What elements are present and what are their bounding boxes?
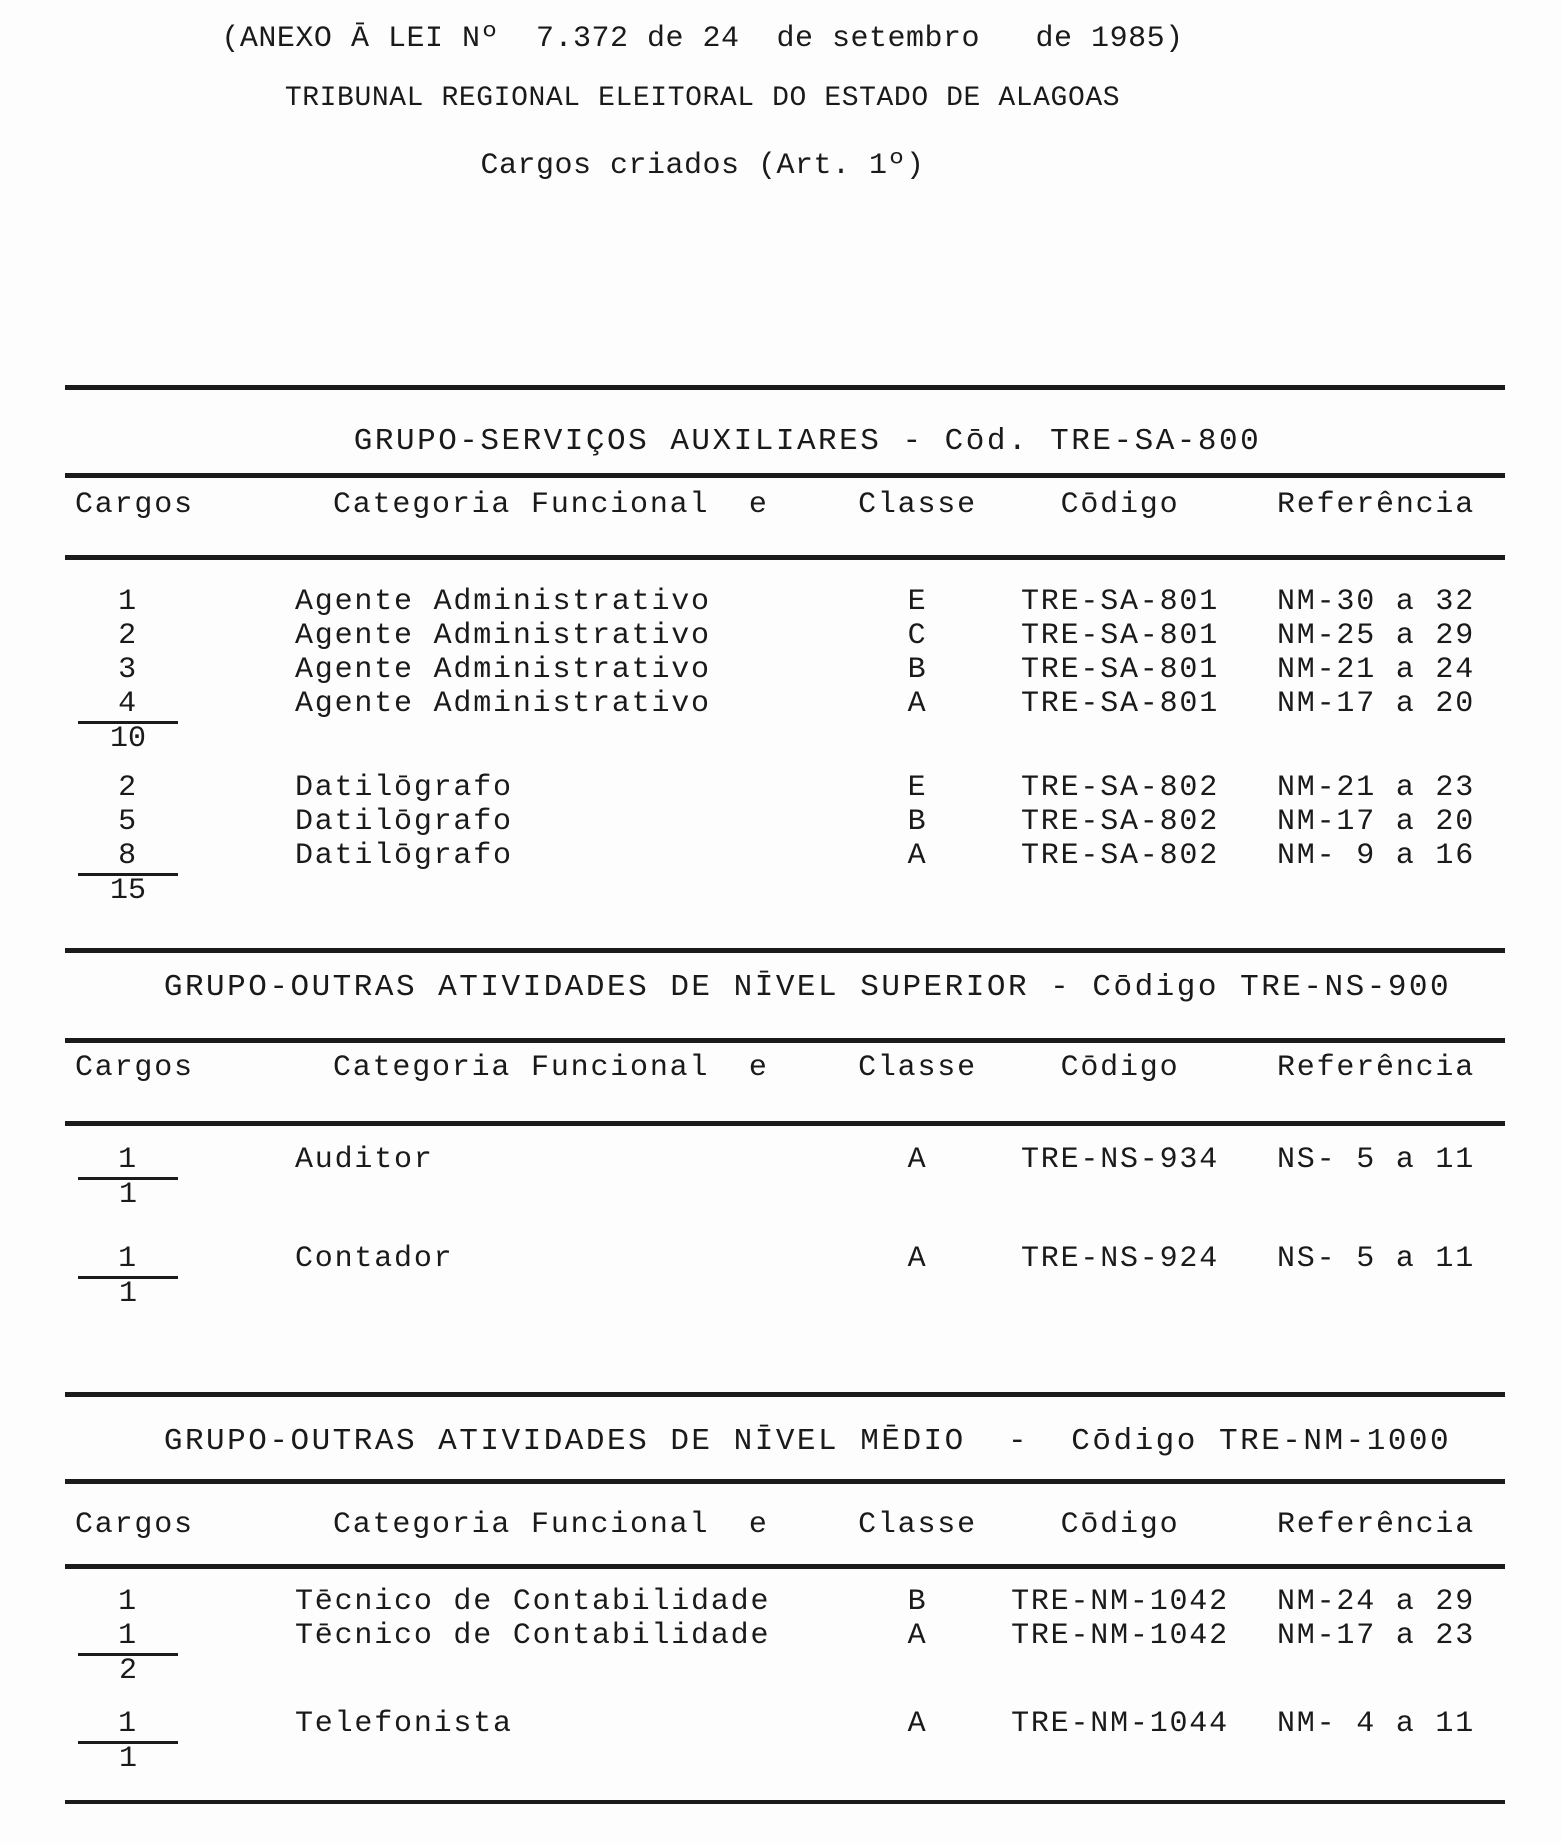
section-top-rule bbox=[65, 948, 1505, 953]
table-row bbox=[65, 1619, 1505, 1653]
row-group bbox=[65, 1585, 1505, 1687]
cell-categoria: Telefonista bbox=[295, 1707, 513, 1741]
column-header-referencia: Referência bbox=[1277, 1508, 1476, 1542]
cell-categoria: Auditor bbox=[295, 1143, 434, 1177]
cell-codigo: TRE-SA-801 bbox=[1020, 619, 1220, 653]
header-rule bbox=[65, 555, 1505, 560]
subtotal-value: 10 bbox=[78, 721, 178, 755]
cell-referencia: NM-17 a 20 bbox=[1277, 687, 1476, 721]
cell-cargos: 3 bbox=[118, 653, 138, 687]
row-groups bbox=[65, 1143, 1505, 1310]
row-group bbox=[65, 771, 1505, 907]
header-rule bbox=[65, 1564, 1505, 1569]
cell-codigo: TRE-SA-802 bbox=[1020, 839, 1220, 873]
cell-codigo: TRE-NS-924 bbox=[1020, 1242, 1220, 1276]
column-header-referencia: Referência bbox=[1277, 488, 1476, 522]
cell-cargos: 1 bbox=[118, 1143, 138, 1177]
row-groups bbox=[65, 1585, 1505, 1775]
cell-referencia: NM-17 a 23 bbox=[1277, 1619, 1476, 1653]
column-header-categoria: Categoria Funcional e bbox=[333, 488, 769, 522]
cell-codigo: TRE-SA-801 bbox=[1020, 653, 1220, 687]
column-header-codigo: Cōdigo bbox=[1060, 1508, 1180, 1542]
row-group bbox=[65, 1242, 1505, 1310]
cell-classe: C bbox=[907, 619, 928, 653]
cell-referencia: NM-30 a 32 bbox=[1277, 585, 1476, 619]
cell-cargos: 2 bbox=[118, 771, 138, 805]
cell-codigo: TRE-SA-801 bbox=[1020, 585, 1220, 619]
cell-classe: A bbox=[907, 687, 928, 721]
cell-referencia: NM- 9 a 16 bbox=[1277, 839, 1476, 873]
header-rule bbox=[65, 1121, 1505, 1126]
cell-categoria: Datilōgrafo bbox=[295, 771, 513, 805]
cell-categoria: Tēcnico de Contabilidade bbox=[295, 1619, 771, 1653]
cell-categoria: Contador bbox=[295, 1242, 454, 1276]
table-row bbox=[65, 805, 1505, 839]
table-section bbox=[65, 1392, 1505, 1775]
cell-categoria: Agente Administrativo bbox=[295, 687, 711, 721]
cell-classe: A bbox=[907, 1242, 928, 1276]
cell-codigo: TRE-SA-801 bbox=[1020, 687, 1220, 721]
cell-cargos: 1 bbox=[118, 1585, 138, 1619]
section-title: GRUPO-SERVIÇOS AUXILIARES - Cōd. TRE-SA-800 bbox=[353, 424, 1262, 459]
cell-cargos: 2 bbox=[118, 619, 138, 653]
section-title: GRUPO-OUTRAS ATIVIDADES DE NĪVEL MĒDIO - Cōdigo TRE-NM-1000 bbox=[163, 1424, 1452, 1459]
cell-categoria: Tēcnico de Contabilidade bbox=[295, 1585, 771, 1619]
column-header-categoria: Categoria Funcional e bbox=[333, 1508, 769, 1542]
row-groups bbox=[65, 585, 1505, 907]
cell-categoria: Datilōgrafo bbox=[295, 805, 513, 839]
table-row bbox=[65, 619, 1505, 653]
cell-classe: E bbox=[907, 771, 928, 805]
subtotal-value: 1 bbox=[78, 1276, 178, 1310]
cell-cargos: 8 bbox=[118, 839, 138, 873]
cell-referencia: NM-21 a 23 bbox=[1277, 771, 1476, 805]
cell-cargos: 1 bbox=[118, 1707, 138, 1741]
cell-classe: E bbox=[907, 585, 928, 619]
cell-referencia: NM-17 a 20 bbox=[1277, 805, 1476, 839]
cell-cargos: 1 bbox=[118, 1242, 138, 1276]
row-group bbox=[65, 1707, 1505, 1775]
column-header-codigo: Cōdigo bbox=[1060, 1051, 1180, 1085]
subtotal-value: 15 bbox=[78, 873, 178, 907]
table-row bbox=[65, 1707, 1505, 1741]
column-header-cargos: Cargos bbox=[75, 1051, 194, 1085]
table-section bbox=[65, 948, 1505, 1310]
row-group bbox=[65, 1143, 1505, 1211]
cell-referencia: NM- 4 a 11 bbox=[1277, 1707, 1476, 1741]
column-header-categoria: Categoria Funcional e bbox=[333, 1051, 769, 1085]
subtotal-value: 1 bbox=[78, 1177, 178, 1211]
table-row bbox=[65, 1143, 1505, 1177]
cell-codigo: TRE-NM-1042 bbox=[1011, 1585, 1229, 1619]
cell-referencia: NS- 5 a 11 bbox=[1277, 1242, 1476, 1276]
column-header-referencia: Referência bbox=[1277, 1051, 1476, 1085]
table-row bbox=[65, 1585, 1505, 1619]
table-row bbox=[65, 585, 1505, 619]
section-top-rule bbox=[65, 1392, 1505, 1397]
cell-classe: B bbox=[907, 805, 928, 839]
cell-classe: A bbox=[907, 1619, 928, 1653]
cell-classe: A bbox=[907, 1707, 928, 1741]
column-header-cargos: Cargos bbox=[75, 1508, 194, 1542]
cell-referencia: NM-25 a 29 bbox=[1277, 619, 1476, 653]
column-header-row bbox=[65, 1053, 1505, 1083]
subtotal-value: 2 bbox=[78, 1653, 178, 1687]
section-title-rule bbox=[65, 1479, 1505, 1484]
table-row bbox=[65, 687, 1505, 721]
table-row bbox=[65, 839, 1505, 873]
cell-classe: A bbox=[907, 839, 928, 873]
cell-cargos: 1 bbox=[118, 585, 138, 619]
table-row bbox=[65, 653, 1505, 687]
cell-classe: A bbox=[907, 1143, 928, 1177]
table-section bbox=[65, 385, 1505, 907]
cell-categoria: Agente Administrativo bbox=[295, 585, 711, 619]
row-group bbox=[65, 585, 1505, 755]
section-title-rule bbox=[65, 1038, 1505, 1043]
cell-categoria: Datilōgrafo bbox=[295, 839, 513, 873]
cargos-criados-subtitle: Cargos criados (Art. 1º) bbox=[480, 149, 925, 183]
cell-referencia: NM-24 a 29 bbox=[1277, 1585, 1476, 1619]
column-header-row bbox=[65, 1510, 1505, 1540]
tribunal-title: TRIBUNAL REGIONAL ELEITORAL DO ESTADO DE ALAGOAS bbox=[284, 83, 1121, 114]
cell-classe: B bbox=[907, 1585, 928, 1619]
cell-cargos: 4 bbox=[118, 687, 138, 721]
column-header-classe: Classe bbox=[858, 1051, 977, 1085]
column-header-classe: Classe bbox=[858, 488, 977, 522]
table-row bbox=[65, 771, 1505, 805]
cell-classe: B bbox=[907, 653, 928, 687]
column-header-classe: Classe bbox=[858, 1508, 977, 1542]
cell-cargos: 5 bbox=[118, 805, 138, 839]
document-header bbox=[0, 0, 1561, 184]
column-header-row bbox=[65, 490, 1505, 520]
column-header-codigo: Cōdigo bbox=[1060, 488, 1180, 522]
table-row bbox=[65, 1242, 1505, 1276]
column-header-cargos: Cargos bbox=[75, 488, 194, 522]
subtotal-value: 1 bbox=[78, 1741, 178, 1775]
cell-codigo: TRE-NS-934 bbox=[1020, 1143, 1220, 1177]
section-title: GRUPO-OUTRAS ATIVIDADES DE NĪVEL SUPERIOR - Cōdigo TRE-NS-900 bbox=[163, 970, 1452, 1005]
cell-codigo: TRE-SA-802 bbox=[1020, 805, 1220, 839]
cell-categoria: Agente Administrativo bbox=[295, 653, 711, 687]
section-title-rule bbox=[65, 473, 1505, 478]
cell-referencia: NS- 5 a 11 bbox=[1277, 1143, 1476, 1177]
section-top-rule bbox=[65, 385, 1505, 390]
annex-law-title: (ANEXO Ā LEI Nº 7.372 de 24 de setembro de 1985) bbox=[221, 22, 1184, 56]
cell-codigo: TRE-NM-1042 bbox=[1011, 1619, 1229, 1653]
bottom-rule bbox=[65, 1800, 1505, 1804]
cell-referencia: NM-21 a 24 bbox=[1277, 653, 1476, 687]
cell-cargos: 1 bbox=[118, 1619, 138, 1653]
cell-categoria: Agente Administrativo bbox=[295, 619, 711, 653]
cell-codigo: TRE-SA-802 bbox=[1020, 771, 1220, 805]
cell-codigo: TRE-NM-1044 bbox=[1011, 1707, 1229, 1741]
